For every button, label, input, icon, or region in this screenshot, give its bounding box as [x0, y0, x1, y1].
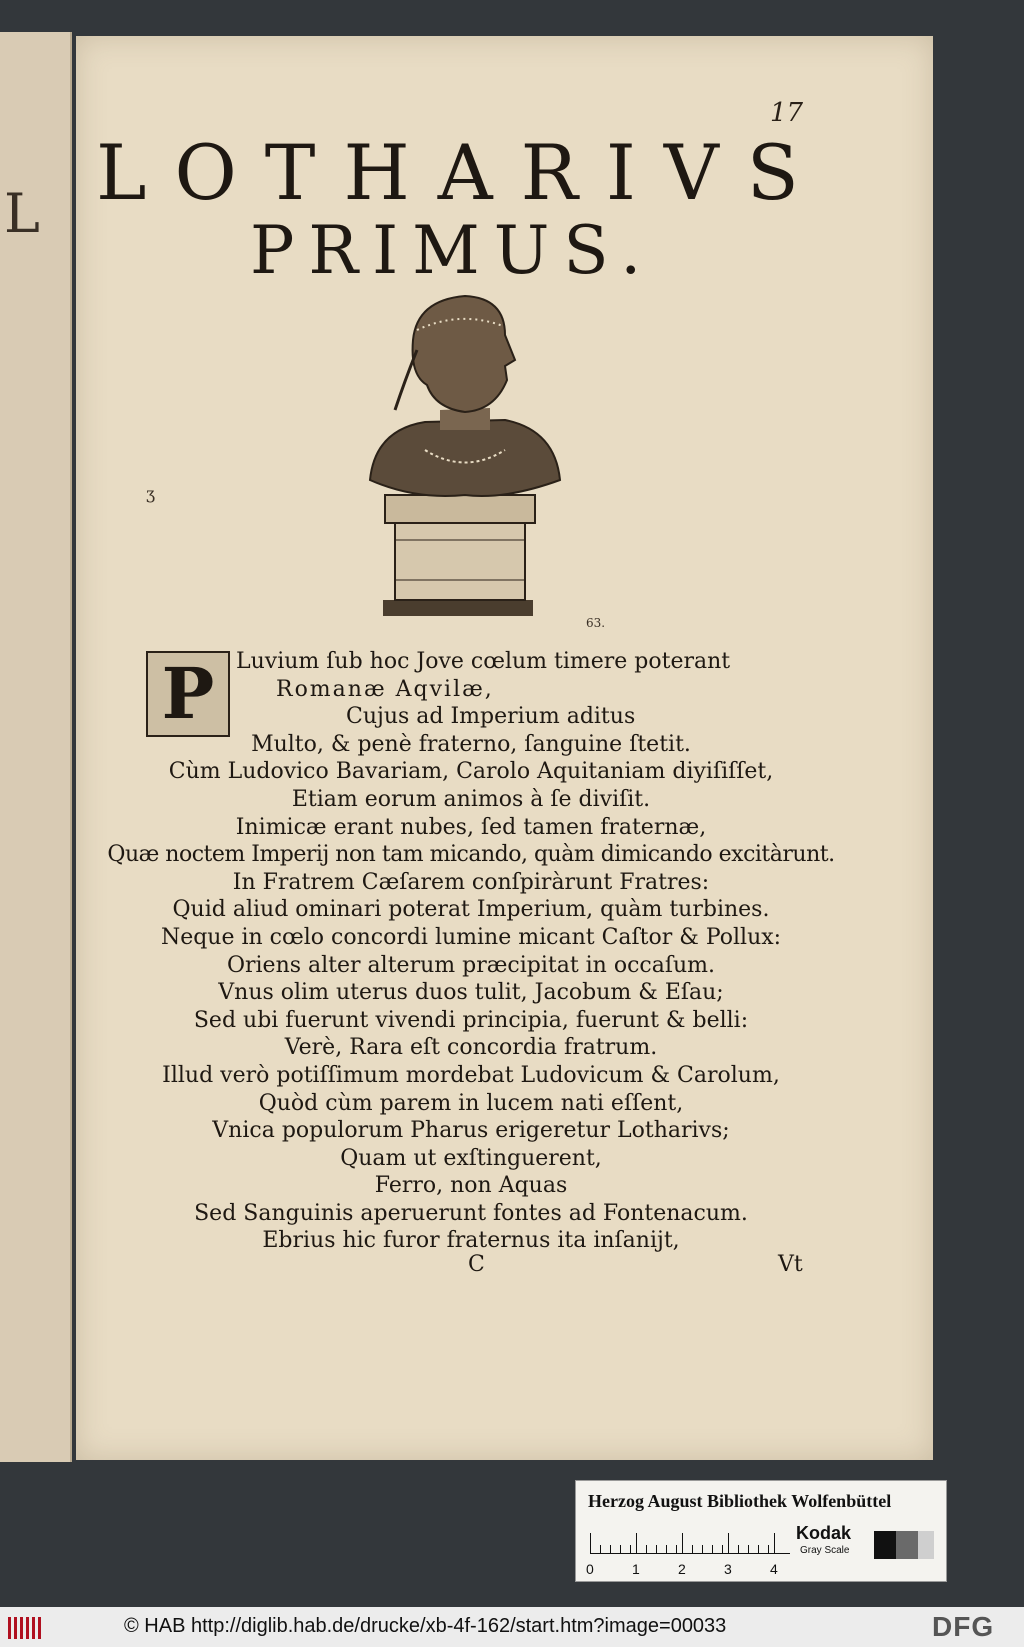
margin-mark: ʒ [146, 484, 156, 503]
signature-mark: C [468, 1252, 485, 1277]
poem-line: Cujus ad Imperium aditus [346, 704, 636, 730]
poem-line: Cùm Ludovico Bavariam, Carolo Aquitaniam diyiſiſſet, [168, 759, 774, 785]
poem-line: Verè, Rara eſt concordia fratrum. [284, 1035, 658, 1061]
catchword: Vt [778, 1252, 803, 1277]
poem-line: Illud verò potiſſimum mordebat Ludovicum & Carolum, [162, 1062, 780, 1088]
poem-line: Inimicæ erant nubes, ſed tamen fraternæ, [235, 814, 707, 840]
poem-line: Neque in cœlo concordi lumine micant Caſtor & Pollux: [160, 924, 782, 950]
poem-line: Vnus olim uterus duos tulit, Jacobum & Eſau; [218, 980, 724, 1006]
poem-line: Quid aliud ominari poterat Imperium, quàm turbines. [172, 897, 770, 923]
gray-swatch-mid [896, 1531, 918, 1559]
poem-line: Ebrius hic furor fraternus ita inſanijt, [262, 1228, 680, 1254]
poem-text [96, 648, 846, 1255]
engraver-mark: 63. [586, 616, 606, 630]
facing-page-edge [0, 32, 72, 1462]
dfg-logo: DFG [932, 1611, 995, 1642]
poem-line: Oriens alter alterum præcipitat in occaſum. [226, 952, 716, 978]
poem-line: Romanæ Aqvilæ, [276, 676, 494, 702]
poem-line: Luvium ſub hoc Jove cœlum timere poterant [236, 649, 731, 674]
gray-swatch-dark [874, 1531, 896, 1559]
footer-bar [0, 1607, 1024, 1647]
poem-line: Vnica populorum Pharus erigeretur Lotharivs; [212, 1118, 730, 1144]
poem-line: Quæ noctem Imperij non tam micando, quàm dimicando excitàrunt. [107, 842, 835, 868]
page-number: 17 [770, 98, 804, 128]
gray-swatch-light [918, 1531, 934, 1559]
poem-line: Quam ut exſtinguerent, [340, 1145, 602, 1171]
poem-line: Multo, & penè fraterno, ſanguine ſtetit. [251, 731, 691, 757]
scale-number: 2 [678, 1561, 686, 1577]
poem-line: Sed ubi fuerunt vivendi principia, fuerunt & belli: [193, 1007, 749, 1033]
scale-number: 3 [724, 1561, 732, 1577]
poem-line: Sed Sanguinis aperuerunt fontes ad Fontenacum. [194, 1200, 748, 1226]
kodak-brand: Kodak [796, 1523, 852, 1543]
poem-line: In Fratrem Cæſarem conſpiràrunt Fratres: [232, 869, 710, 895]
decorated-initial: P [146, 651, 230, 737]
poem-line: Etiam eorum animos à ſe diviſit. [291, 786, 651, 812]
scale-number: 0 [586, 1561, 594, 1577]
facing-page-letter: L [4, 182, 42, 245]
scale-number: 1 [632, 1561, 640, 1577]
poem-line: Quòd cùm parem in lucem nati eſſent, [258, 1090, 684, 1116]
page-title: LOTHARIVS [96, 128, 827, 217]
poem-line: Ferro, non Aquas [374, 1173, 568, 1199]
hab-logo-icon [6, 1613, 46, 1641]
scale-number: 4 [770, 1561, 778, 1577]
scale-ruler [590, 1525, 790, 1554]
grayscale-caption: Gray Scale [800, 1545, 850, 1556]
footer-url[interactable]: © HAB http://diglib.hab.de/drucke/xb-4f-162/start.htm?image=00033 [124, 1615, 727, 1637]
library-name: Herzog August Bibliothek Wolfenbüttel [588, 1491, 892, 1511]
emperor-bust-engraving [355, 290, 575, 630]
library-label-card [575, 1480, 947, 1582]
page-subtitle: PRIMUS. [250, 212, 656, 289]
